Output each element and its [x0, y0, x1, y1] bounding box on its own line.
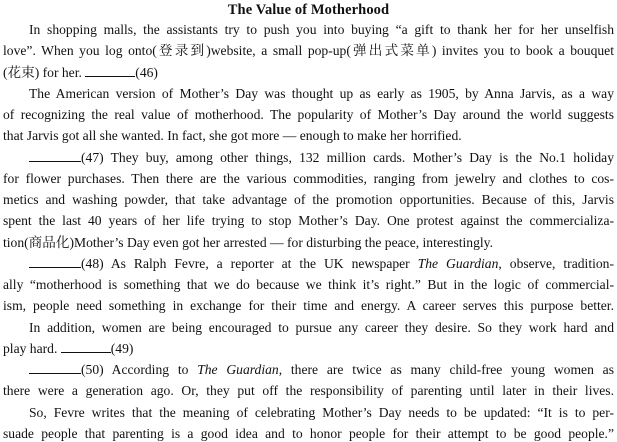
- answer-blank-49: [61, 341, 111, 353]
- line-text: , there are twice as many child-free young women as: [278, 362, 614, 377]
- paragraph-6-line-2: there were a generation ago. Or, they put off the responsibility of parenting until later in their lives.: [3, 383, 614, 398]
- paragraph-4-line-3: ism, people need something in exchange for their time and energy. A career serves this purpose better.: [3, 298, 614, 313]
- paragraph-2-line-3: that Jarvis got all she wanted. In fact, she got more — enough to make her horrified.: [3, 128, 462, 143]
- document-title: The Value of Motherhood: [227, 2, 390, 18]
- line-text: (47) They buy, among other things, 132 million cards. Mother’s Day is the No.1 holiday: [81, 150, 614, 165]
- line-text: (48) As Ralph Fevre, a reporter at the UK newspaper: [81, 256, 418, 271]
- paragraph-3-line-3: metics and washing powder, that take advantage of the promotion opportunities. Because of this, Jarvis: [3, 192, 614, 207]
- question-number-46: (46): [135, 65, 158, 80]
- paragraph-7-line-1: So, Fevre writes that the meaning of celebrating Mother’s Day needs to be updated: “It is to per-: [29, 405, 614, 420]
- paragraph-2-line-2: of recognizing the real value of motherhood. The popularity of Mother’s Day around the world suggests: [3, 107, 614, 122]
- paragraph-1-line-3: [3, 64, 158, 81]
- paragraph-6-line-1: [29, 361, 614, 378]
- paragraph-3-line-1: [29, 149, 614, 166]
- paragraph-1-line-2: love”. When you log onto(登录到)website, a small pop-up(弹出式菜单) invites you to book a bouquet: [3, 43, 614, 58]
- paragraph-2-line-1: The American version of Mother’s Day was thought up as early as 1905, by Anna Jarvis, as a way: [29, 86, 614, 101]
- paragraph-3-line-4: spent the last 40 years of her life trying to stop Mother’s Day. One protest against the commercializa-: [3, 213, 614, 228]
- line-text: (花束) for her.: [3, 65, 86, 80]
- answer-blank-48: [29, 256, 81, 268]
- answer-blank-50: [29, 362, 81, 374]
- paragraph-3-line-2: for flower purchases. Then there are the various commodities, ranging from jewelry and clothes to cos-: [3, 171, 614, 186]
- line-text: (50) According to: [81, 362, 198, 377]
- paragraph-1-line-1: In shopping malls, the assistants try to push you into buying “a gift to thank her for her unselfish: [29, 22, 614, 37]
- answer-blank-47: [29, 150, 81, 162]
- line-text: , observe, tradition-: [498, 256, 614, 271]
- question-number-49: (49): [110, 341, 134, 356]
- paragraph-4-line-1: [29, 255, 614, 272]
- newspaper-name: The Guardian: [417, 256, 499, 271]
- paragraph-3-line-5: tion(商品化)Mother’s Day even got her arrested — for disturbing the peace, interestingly.: [3, 235, 493, 250]
- answer-blank-46: [85, 65, 135, 77]
- newspaper-name: The Guardian: [197, 362, 279, 377]
- line-text: play hard.: [3, 341, 61, 356]
- paragraph-7-line-2: suade people that parenting is a good idea and to honor people for their attempt to be good people.”: [3, 426, 614, 441]
- paragraph-4-line-2: ally “motherhood is something that we do because we think it’s right.” But in the logic of commercial-: [3, 277, 614, 292]
- paragraph-5-line-2: [3, 340, 133, 357]
- paragraph-5-line-1: In addition, women are being encouraged to pursue any career they desire. So they work hard and: [29, 320, 614, 335]
